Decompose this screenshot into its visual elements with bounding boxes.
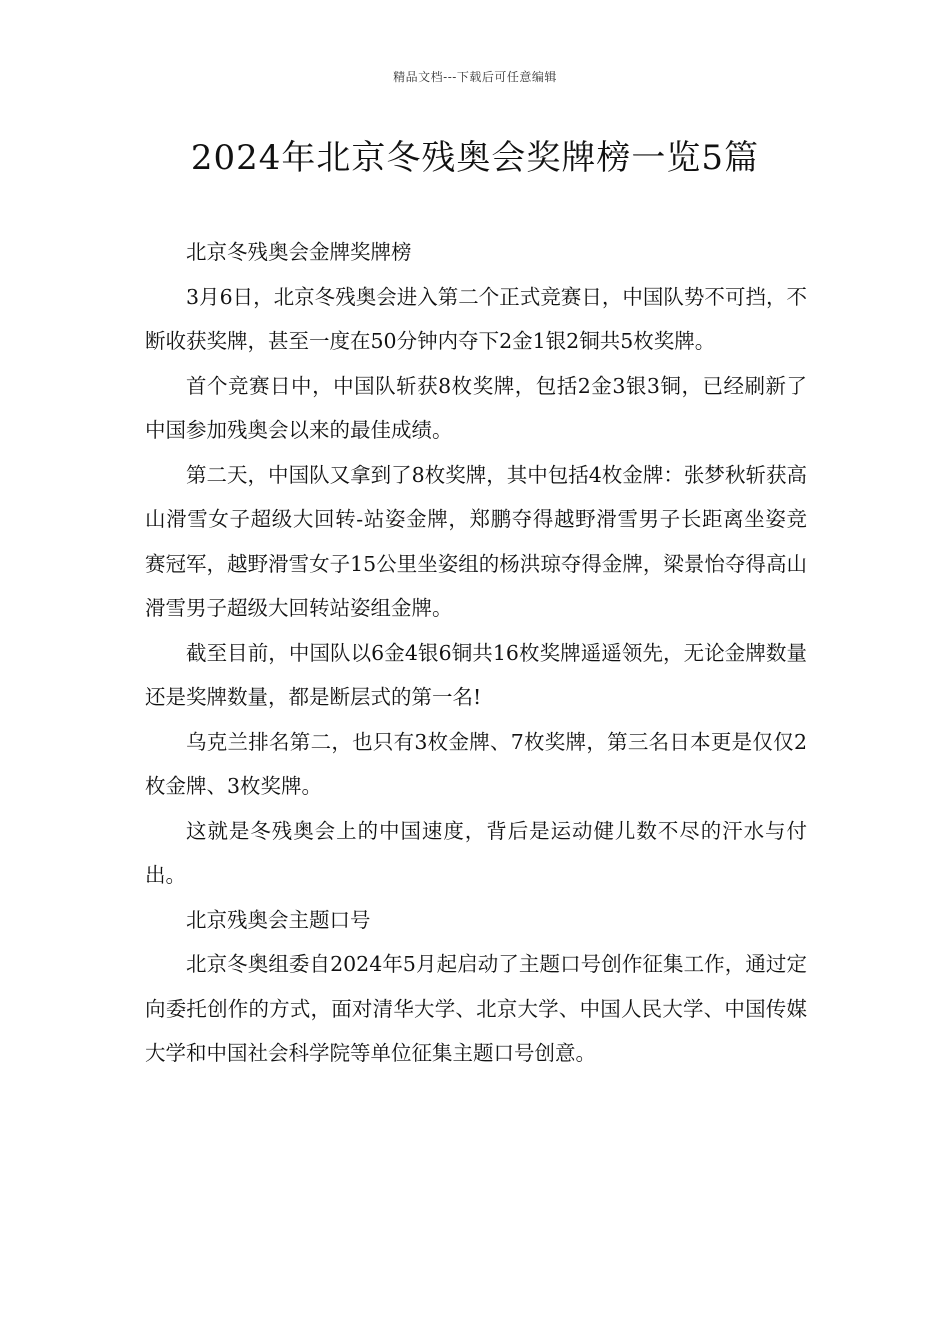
document-title: 2024年北京冬残奥会奖牌榜一览5篇 — [190, 138, 760, 178]
paragraph: 这就是冬残奥会上的中国速度，背后是运动健儿数不尽的汗水与付出。 — [145, 818, 807, 887]
paragraph: 3月6日，北京冬残奥会进入第二个正式竞赛日，中国队势不可挡，不断收获奖牌，甚至一度在50分钟内夺下2金1银2铜共5枚奖牌。 — [145, 284, 807, 353]
section-heading-gold-medal-table: 北京冬残奥会金牌奖牌榜 — [186, 240, 412, 264]
paragraph: 第二天，中国队又拿到了8枚奖牌，其中包括4枚金牌：张梦秋斩获高山滑雪女子超级大回转-站姿金牌，郑鹏夺得越野滑雪男子长距离坐姿竞赛冠军，越野滑雪女子15公里坐姿组的杨洪琼夺得金牌，梁景怡夺得高山滑雪男子超级大回转站姿组金牌。 — [145, 462, 807, 620]
paragraph: 乌克兰排名第二，也只有3枚金牌、7枚奖牌，第三名日本更是仅仅2枚金牌、3枚奖牌。 — [145, 729, 807, 798]
paragraph: 截至目前，中国队以6金4银6铜共16枚奖牌遥遥领先，无论金牌数量还是奖牌数量，都是断层式的第一名! — [145, 640, 807, 709]
header-note: 精品文档---下载后可任意编辑 — [393, 70, 557, 84]
document-body — [145, 230, 807, 1076]
section-heading-slogan: 北京残奥会主题口号 — [186, 907, 371, 932]
paragraph: 首个竞赛日中，中国队斩获8枚奖牌，包括2金3银3铜，已经刷新了中国参加残奥会以来的最佳成绩。 — [145, 373, 807, 442]
paragraph: 北京冬奥组委自2024年5月起启动了主题口号创作征集工作，通过定向委托创作的方式，面对清华大学、北京大学、中国人民大学、中国传媒大学和中国社会科学院等单位征集主题口号创意。 — [145, 952, 807, 1065]
